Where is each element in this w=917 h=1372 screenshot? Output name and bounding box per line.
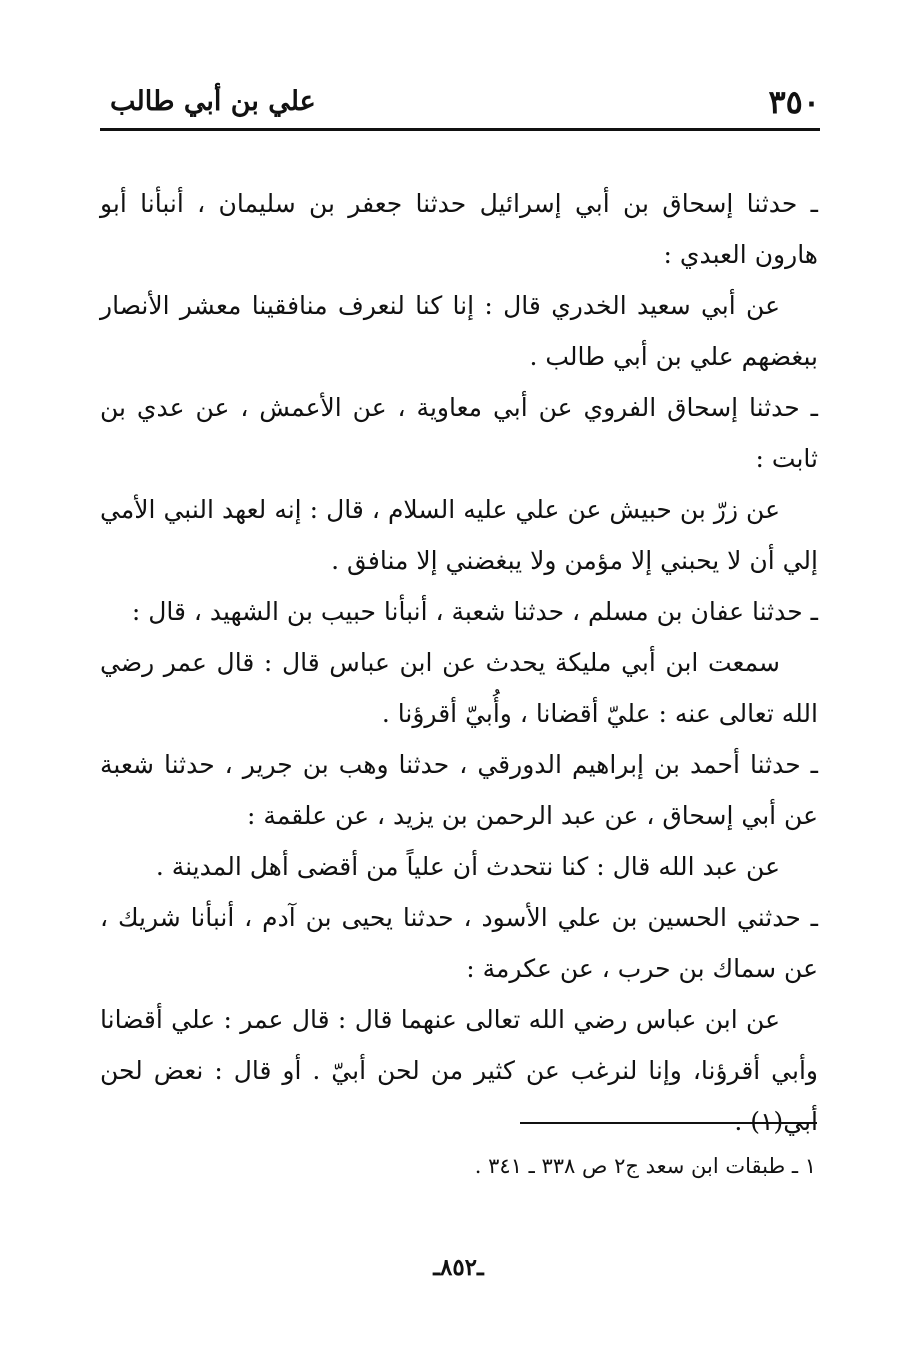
folio-number: ـ٨٥٢ـ xyxy=(433,1254,484,1281)
paragraph-matn-2: عن زرّ بن حبيش عن علي عليه السلام ، قال : إنه لعهد النبي الأمي إلي أن لا يحبني إلا مؤمن ولا يبغضني إلا منافق . xyxy=(100,495,818,575)
page-header xyxy=(100,82,820,126)
header-divider xyxy=(100,128,820,131)
paragraph-matn-3: سمعت ابن أبي مليكة يحدث عن ابن عباس قال : قال عمر رضي الله تعالى عنه : عليّ أقضانا ، وأُبيّ أقرؤنا . xyxy=(100,648,818,728)
page-number: ٣٥٠ xyxy=(768,83,820,121)
paragraph-matn-4: عن عبد الله قال : كنا نتحدث أن علياً من أقضى أهل المدينة . xyxy=(155,852,780,881)
paragraph-isnad-5: ـ حدثني الحسين بن علي الأسود ، حدثنا يحيى بن آدم ، أنبأنا شريك ، عن سماك بن حرب ، عن عكرمة : xyxy=(100,903,818,983)
footnote-divider xyxy=(520,1122,817,1124)
paragraph-matn-5: عن ابن عباس رضي الله تعالى عنهما قال : قال عمر : علي أقضانا وأبي أقرؤنا، وإنا لنرغب عن كثير من لحن أبيّ . أو قال : نعض لحن أبي(١) . xyxy=(100,1005,818,1136)
page-body xyxy=(100,178,818,1147)
paragraph-matn-1: عن أبي سعيد الخدري قال : إنا كنا لنعرف منافقينا معشر الأنصار ببغضهم علي بن أبي طالب . xyxy=(100,291,818,371)
footnote: ١ ـ طبقات ابن سعد ج٢ ص ٣٣٨ ـ ٣٤١ . xyxy=(474,1154,816,1178)
running-title: علي بن أبي طالب xyxy=(110,86,316,117)
paragraph-isnad-4: ـ حدثنا أحمد بن إبراهيم الدورقي ، حدثنا وهب بن جرير ، حدثنا شعبة عن أبي إسحاق ، عن عبد الرحمن بن يزيد ، عن علقمة : xyxy=(100,750,818,830)
paragraph-isnad-2: ـ حدثنا إسحاق الفروي عن أبي معاوية ، عن الأعمش ، عن عدي بن ثابت : xyxy=(100,393,818,473)
paragraph-isnad-1: ـ حدثنا إسحاق بن أبي إسرائيل حدثنا جعفر بن سليمان ، أنبأنا أبو هارون العبدي : xyxy=(100,189,818,269)
paragraph-isnad-3: ـ حدثنا عفان بن مسلم ، حدثنا شعبة ، أنبأنا حبيب بن الشهيد ، قال : xyxy=(131,597,818,626)
